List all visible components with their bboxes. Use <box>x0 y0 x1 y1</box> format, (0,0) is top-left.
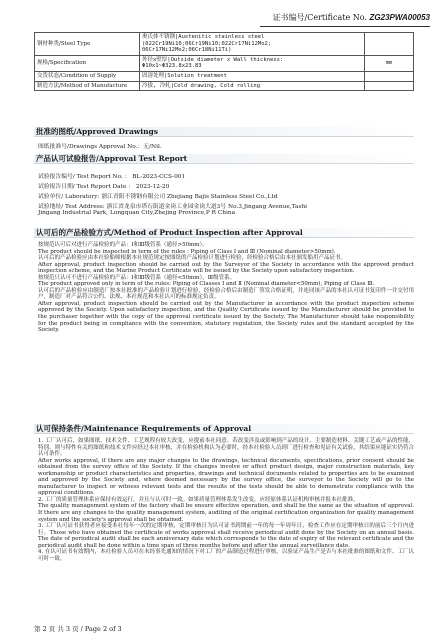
approved-drawings-heading: 批准的图纸/Approved Drawings <box>34 127 414 137</box>
certificate-number-label: 证书编号/Certificate No. <box>272 13 367 22</box>
table-row <box>35 55 414 71</box>
row-unit <box>365 71 414 81</box>
maintenance-text: 1. 工厂认可后，如果图纸、技术文件、工艺规程有较大改变，应提前本社同意。若改变涉及或影响到产品的设计、主要制造材料、关键工艺或产品的性能，特别、则与特性有关的图纸和技术文件应经过本社审核，并在检验机构认为必要时，经本社检验人员到厂进行检查和见证有关试验，其结果应能证实仍符合认可条件。 After works approval, if there are any major changes to the drawings, technical documents, specifications, prior consent should be obtained from the survey office of the Society. If the changes involve or affect product design, major construction materials, key workmanship or product characteristics and properties, drawings and technical documents related to properties are to be examined and approved by the Society and, where deemed necessary by the survey office, the surveyor to the Society will go to the manufacturer to inspect or witness relevant tests and the results of the tests should be able to demonstrate compliance with the approval conditions. 2. 工厂的质量管理体系应保持有效运行，并且与认可时一致。如果质量管理体系发生改变，应经原体系认证机构审核并报本社批准。 The quality management system of the factory shall be ensure effective operation, and shall be the same as the situation of approval. If there are any changes to the quality management system, auditing of the original certification organization for quality management system and the society's approval shall be obtained. 3. 工厂认可证书获得者应接受本社每年一次的定期审核，定期审核日为认可证书到期前一年的每一年周年日，检查工作应在定期审核日的前后三个月内进行。Those who have obtained the certificate of works approval shall receive periodical audit done by the Society on an annual basis. The date of periodical audit shall be each anniversary date which corresponds to the date of expiry of the relevant certificate and the periodical audit shall be done within a time span of three months before and after the annual surveillance date. 4. 在认可证书有效期内，本社检验人员可在未经事先通知的情况下对工厂的产品制造过程进行审核，以验证产品生产是否与本社批准的图纸和文件、工厂认可时一致。 <box>38 438 414 562</box>
maintenance-heading: 认可保持条件/Maintenance Requirements of Approval <box>34 424 414 434</box>
row-value: 奥氏体不锈钢|Austenitic stainless steel (022Cr19Ni10;06Cr19Ni10;022Cr17Ni12Mo2; 06Cr17Ni12Mo2;06Cr18Ni11Ti) <box>140 33 365 56</box>
table-row <box>35 81 414 91</box>
row-unit <box>365 81 414 91</box>
product-inspection-heading: 认可后的产品检验方式/Method of Product Inspection after Approval <box>34 228 414 238</box>
table-row <box>35 71 414 81</box>
page-number: 第 2 页 共 3 页 / Page 2 of 3 <box>34 625 122 633</box>
table-row <box>35 33 414 56</box>
test-address: 试验地址/ Test Address: 浙江省龙泉市塔石街道金岗工业园金岗大道3号 No.3,Jingang Avenue,Tashi <box>38 204 308 210</box>
row-label: 交货状态/Condition of Supply <box>35 71 140 81</box>
approval-test-report-heading: 产品认可试验报告/Approval Test Report <box>34 154 414 164</box>
row-unit <box>365 33 414 56</box>
specification-table <box>34 32 414 91</box>
product-inspection-text: 按规范认可后对进行产品检验的产品：Ⅰ和Ⅲ级管系（通径>50mm）。 The product should be inspected in term of the rules : Piping of Class Ⅰ and Ⅲ (Nominal diameter>50mm). 认可后的产品检验应由本社验船师根据本社规范规定按图纸的产品检验计划进行检验，经检验合格后由本社颁发船用产品证书。 After approval, product inspection should be carried out by the Surveyor of the Society in accordance with the approved product inspection scheme, and the Marine Product Certificate will be issued by the Society upon satisfactory inspection. 按规范只认可不进行产品检验的产品：Ⅰ和Ⅲ级管系（通径<50mm），Ⅲ级管系。 The product approved only in term of the rules: Piping of Classes Ⅰ and Ⅱ (Nominal diameter<50mm), Piping of Class Ⅲ. 认可后的产品检验应由制造厂按本社批准的产品检验计划进行检验，经检验合格后由制造厂签发合格证明，并连同该产品的本社认可证书复印件一并交付用户，制造厂对产品符合公约、法规、本社规范和本社认可的标准规定负责。 After approval, product inspection should be carried out by the Manufacturer in accordance with the product inspection scheme approved by the Society. Upon satisfactory inspection, and the Quality Certificate issued by the Manufacturer should be provided to the purchaser together with the copy of the approval certificate issued by the Society. The Manufacturer should take responsibility for the product being in compliance with the convention, statutory regulation, the Society rules and the standard accepted by the Society. <box>38 242 414 334</box>
drawings-approval-number: 图纸批准号/Drawings Approval No.：无/Nil. <box>38 144 162 150</box>
row-label: 规格/Specification <box>35 55 140 71</box>
test-report-number: 试验报告编号/ Test Report No. ： BL-2023-CCS-001 <box>38 174 186 180</box>
test-address-continued: Jingang Industrial Park, Longquan City,Zhejing Province,P R China <box>38 210 236 216</box>
certificate-number: ZG23PWA00053 <box>369 13 430 22</box>
laboratory: 试验单位/ Laboratory: 浙江青阳不锈钢有限公司 Zhejiang Bajis Stainless Steel Co.,Ltd <box>38 194 278 200</box>
row-value: 冷拔, 冷轧|Cold drawing, Cold rolling <box>140 81 365 91</box>
certificate-header <box>260 12 430 27</box>
header-rule <box>260 26 430 27</box>
row-value: 固溶处理|Solution treatment <box>140 71 365 81</box>
row-value: 外径x壁厚|Outside diameter x Wall thickness: Φ10x1~Φ323.8x23.83 <box>140 55 365 71</box>
row-unit: mm <box>365 55 414 71</box>
row-label: 钢材种类/Steel Type <box>35 33 140 56</box>
test-report-date: 试验报告日期/ Test Report Date ： 2023-12-20 <box>38 184 170 190</box>
row-label: 制造方法/Method of Manufacture <box>35 81 140 91</box>
